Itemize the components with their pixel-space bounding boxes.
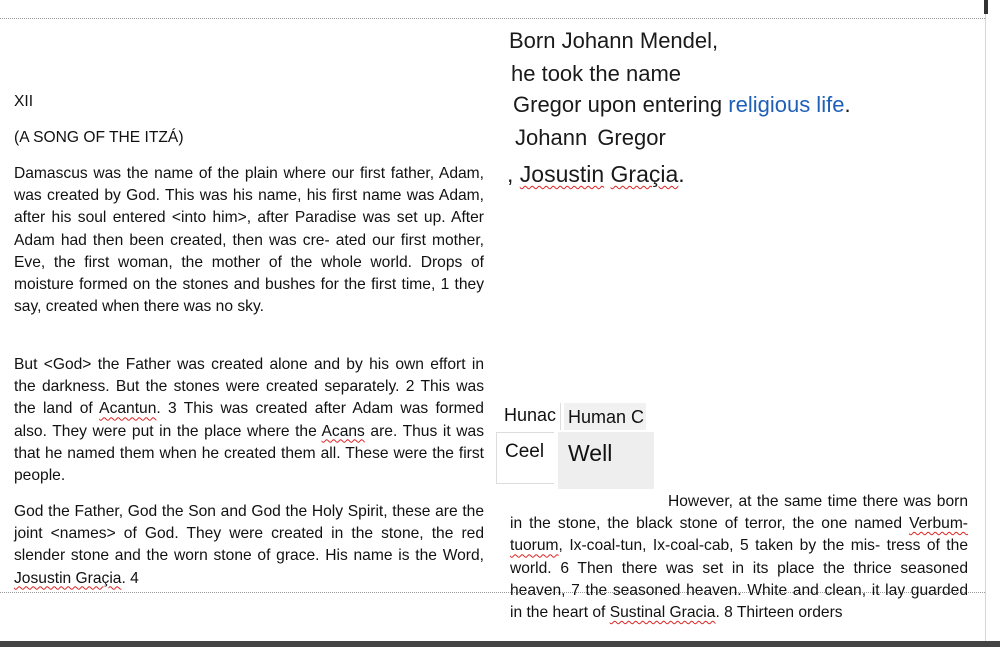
table-cell-ceel [496,432,554,484]
text-line-josustin [507,161,685,188]
misspelled-word-josustin-gracia[interactable]: Josustin Graçia [14,569,122,587]
text-line-johann [515,125,677,151]
paragraph-2-text-c: are. Thus it was that he named them when he created them all. These were the first people. [14,422,484,485]
paragraph-3 [14,501,484,590]
cell-text-well: Well [568,440,613,466]
text-line-gregor [513,92,851,118]
table-cell-well [558,432,654,489]
chapter-number: XII [14,93,34,110]
text-johann: Johann [515,125,588,150]
chapter-subheading [14,127,484,149]
paragraph-1 [14,163,484,318]
link-religious-life[interactable]: religious life [728,92,845,117]
misspelled-word-gracia[interactable]: Graçia [610,161,679,187]
right-paragraph [510,491,968,624]
right-paragraph-text-b: , Ix-coal-tun, Ix-coal-cab, 5 taken by the mis- tress of the world. 6 Then there was set in its place the thrice seasoned heaven, 7 the seasoned heaven. White and clean, it lay guarded in the heart of [510,537,968,622]
comma: , [507,161,514,187]
scrollbar-thumb[interactable] [984,0,988,14]
paragraph-2 [14,354,484,487]
cell-text-human: Human C [568,407,645,427]
paragraph-2-text-b: . 3 This was created after Adam was formed also. They were put in the place where the [14,400,484,440]
text-line-took-name: he took the name [511,61,682,86]
misspelled-word-acans[interactable]: Acans [321,422,365,440]
paragraph-3-text-a: God the Father, God the Son and God the Holy Spirit, these are the joint <names> of God. They were created in the stone, the red slender stone and the worn stone of grace. His name is the Word, [14,503,484,565]
misspelled-word-acantun[interactable]: Acantun [99,400,157,418]
cell-text-ceel: Ceel [505,441,545,462]
text-line-born: Born Johann Mendel, [509,28,719,53]
cell-text-hunac: Hunac [504,405,557,425]
table-cell-hunac [496,403,561,430]
right-paragraph-text-a: However, at the same time there was born in the stone, the black stone of terror, the one named [510,493,968,533]
text-gregor-upon: Gregor upon entering [513,92,729,117]
top-page-border [0,18,985,19]
paragraph-3-text-b: . 4 [121,569,139,587]
text-gregor-clipped: Gregor [597,125,666,150]
vertical-scrollbar[interactable] [985,0,1000,647]
paragraph-2-text-a: But <God> the Father was created alone and by his own effort in the darkness. But the stones were created separately. 2 This was the land of [14,356,484,418]
bottom-edge [0,641,1000,647]
chapter-heading [14,91,484,113]
period: . [678,161,685,187]
right-paragraph-text-c: . 8 Thirteen orders [715,604,843,622]
text-period: . [844,92,851,117]
misspelled-word-sustinal-gracia[interactable]: Sustinal Gracia [609,604,716,622]
chapter-subtitle: (A SONG OF THE ITZÁ) [14,129,184,146]
table-cell-human [564,403,646,430]
table-fragment [496,403,658,489]
misspelled-word-josustin[interactable]: Josustin [519,161,605,187]
paragraph-1-text: Damascus was the name of the plain where our first father, Adam, was created by God. This was his name, his first name was Adam, after his soul entered <into him>, after Paradise was set up. After Adam had then been created, then was cre- ated our first mother, Eve, the first woman, the mother of the whole world. Drops of moisture formed on the stones and bushes for the first time, 1 they say, created when there was no sky. [14,165,484,316]
misspelled-word-verbum-tuorum[interactable]: Verbum-tuorum [510,515,968,555]
